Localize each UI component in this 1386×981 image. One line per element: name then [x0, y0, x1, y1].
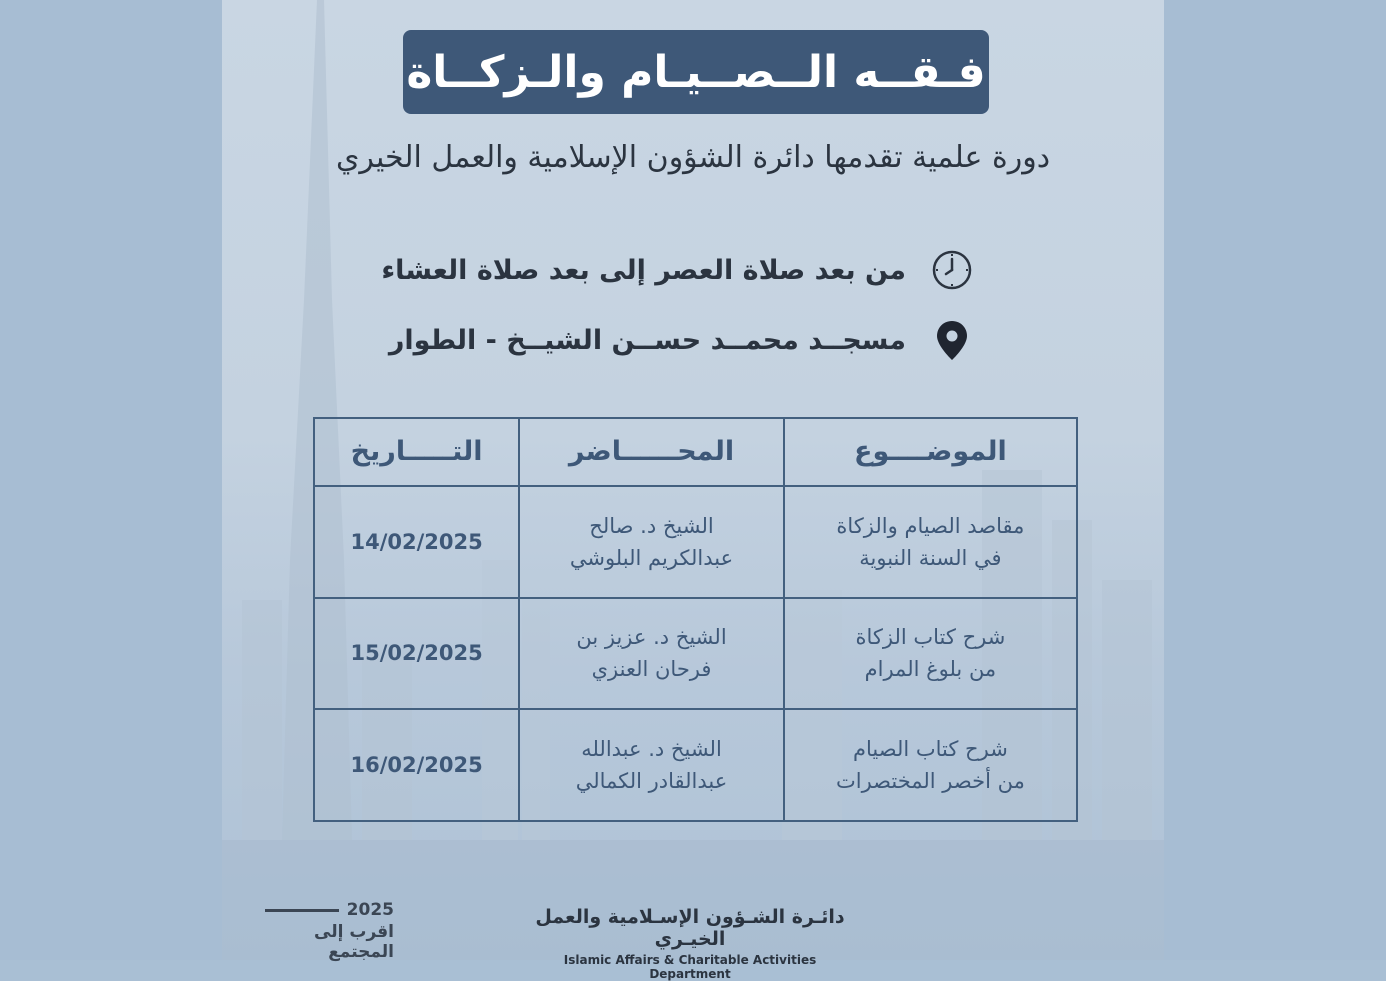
topic-line: من بلوغ المرام [864, 657, 997, 682]
table-row [314, 709, 1077, 821]
footer-year: 2025 [346, 900, 394, 920]
location-pin-icon [930, 318, 974, 362]
cell-date: 14/02/2025 [314, 486, 519, 598]
table-row [314, 486, 1077, 598]
lecturer-line: الشيخ د. عبدالله [581, 737, 722, 762]
topic-line: شرح كتاب الصيام [853, 737, 1008, 762]
department-logo [522, 906, 858, 981]
footer-slogan: اقرب إلى المجتمع [314, 922, 394, 962]
footer-year-row [264, 900, 394, 920]
department-name-english: Islamic Affairs & Charitable Activities Department [563, 953, 817, 981]
time-row [381, 248, 974, 292]
cell-lecturer [519, 486, 784, 598]
poster-title: فـقــه الــصــيـام والـزكــاة [406, 46, 986, 98]
place-text: مسجــد محمــد حســن الشيــخ - الطوار [388, 324, 906, 356]
cell-topic [784, 486, 1077, 598]
table-row [314, 598, 1077, 710]
lecturer-line: عبدالقادر الكمالي [575, 769, 728, 794]
header-lecturer: المحــــــاضر [519, 418, 784, 486]
lecturer-line: عبدالكريم البلوشي [569, 545, 734, 570]
cell-topic [784, 598, 1077, 710]
lecturer-line: الشيخ د. عزيز بن [576, 625, 727, 650]
cell-lecturer [519, 598, 784, 710]
department-name-arabic: دائـرة الشـؤون الإسـلامية والعمل الخيـري [535, 906, 845, 950]
poster [222, 0, 1164, 981]
cell-topic [784, 709, 1077, 821]
background-right [1164, 0, 1386, 960]
table-header-row [314, 418, 1077, 486]
clock-icon [930, 248, 974, 292]
cell-date: 16/02/2025 [314, 709, 519, 821]
header-topic: الموضــــوع [784, 418, 1077, 486]
background-left [0, 0, 222, 960]
header-date: التـــــاريخ [314, 418, 519, 486]
schedule-table [313, 417, 1078, 822]
lecturer-line: الشيخ د. صالح [589, 513, 714, 538]
cell-date: 15/02/2025 [314, 598, 519, 710]
cell-lecturer [519, 709, 784, 821]
topic-line: من أخصر المختصرات [835, 769, 1025, 794]
topic-line: مقاصد الصيام والزكاة [836, 513, 1025, 538]
place-row [389, 318, 974, 362]
topic-line: شرح كتاب الزكاة [855, 625, 1006, 650]
footer-divider [265, 909, 339, 912]
lecturer-line: فرحان العنزي [591, 657, 712, 682]
time-text: من بعد صلاة العصر إلى بعد صلاة العشاء [381, 254, 906, 286]
subtitle: دورة علمية تقدمها دائرة الشؤون الإسلامية والعمل الخيري [335, 140, 1051, 175]
topic-line: في السنة النبوية [859, 545, 1002, 570]
footer-slogan-block [264, 900, 394, 962]
title-banner [403, 30, 989, 114]
